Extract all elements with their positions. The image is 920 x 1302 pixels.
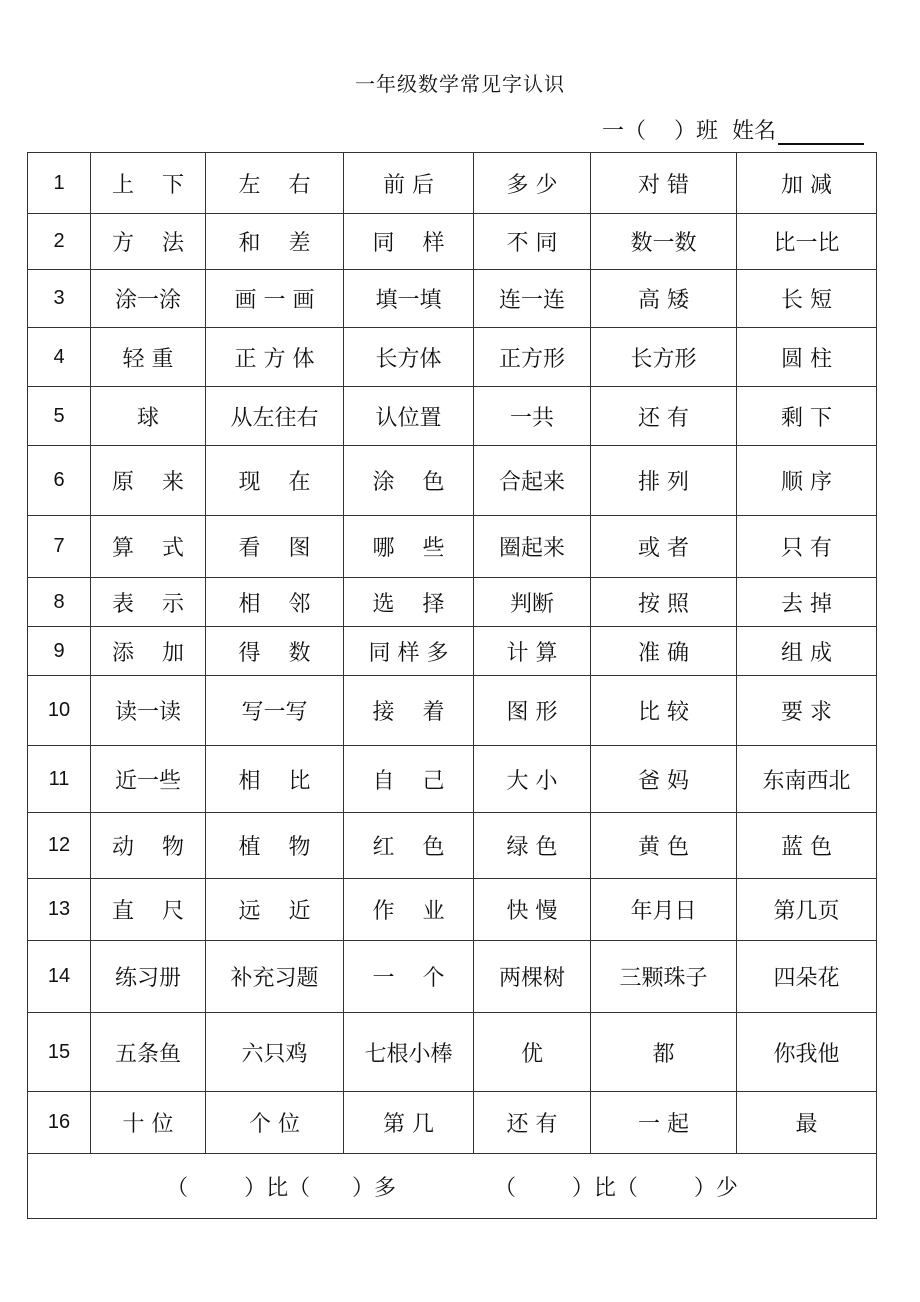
page-title: 一年级数学常见字认识 (355, 72, 565, 96)
table-row (28, 746, 877, 813)
vocab-cell: 得 数 (206, 627, 344, 676)
table-row (28, 1092, 877, 1154)
vocab-cell: 不 同 (474, 214, 591, 270)
row-number: 10 (28, 676, 91, 746)
vocab-cell: 只 有 (737, 516, 877, 578)
row-number: 4 (28, 328, 91, 387)
row-number: 1 (28, 153, 91, 214)
vocab-cell: 加 减 (737, 153, 877, 214)
vocab-cell: 要 求 (737, 676, 877, 746)
vocab-cell: 读一读 (91, 676, 206, 746)
vocab-cell: 前 后 (344, 153, 474, 214)
vocab-cell: 比 较 (591, 676, 737, 746)
vocab-cell: 相 邻 (206, 578, 344, 627)
vocab-cell: 接 着 (344, 676, 474, 746)
vocab-cell: 圈起来 (474, 516, 591, 578)
vocab-cell: 长方形 (591, 328, 737, 387)
vocab-cell: 去 掉 (737, 578, 877, 627)
table-row (28, 214, 877, 270)
vocab-cell: 长方体 (344, 328, 474, 387)
vocab-cell: 选 择 (344, 578, 474, 627)
vocab-cell: 蓝 色 (737, 813, 877, 879)
vocab-cell: 哪 些 (344, 516, 474, 578)
vocab-cell: 两棵树 (474, 941, 591, 1013)
vocab-cell: 一 个 (344, 941, 474, 1013)
vocab-cell: 年月日 (591, 879, 737, 941)
vocab-cell: 计 算 (474, 627, 591, 676)
vocab-cell: 看 图 (206, 516, 344, 578)
vocab-cell: 还 有 (474, 1092, 591, 1154)
vocab-cell: 连一连 (474, 270, 591, 328)
table-row (28, 627, 877, 676)
footer-row (28, 1154, 877, 1219)
vocab-cell: 第 几 (344, 1092, 474, 1154)
vocab-cell: 算 式 (91, 516, 206, 578)
vocab-cell: 绿 色 (474, 813, 591, 879)
vocab-cell: 近一些 (91, 746, 206, 813)
vocab-cell: 快 慢 (474, 879, 591, 941)
vocab-cell: 动 物 (91, 813, 206, 879)
vocab-cell: 远 近 (206, 879, 344, 941)
vocab-cell: 顺 序 (737, 446, 877, 516)
vocab-cell: 或 者 (591, 516, 737, 578)
row-number: 11 (28, 746, 91, 813)
table-row (28, 941, 877, 1013)
vocab-cell: 表 示 (91, 578, 206, 627)
row-number: 12 (28, 813, 91, 879)
vocab-table (27, 152, 877, 1219)
vocab-cell: 数一数 (591, 214, 737, 270)
row-number: 13 (28, 879, 91, 941)
vocab-cell: 自 己 (344, 746, 474, 813)
row-number: 15 (28, 1013, 91, 1092)
vocab-cell: 最 (737, 1092, 877, 1154)
vocab-cell: 同 样 (344, 214, 474, 270)
table-row (28, 387, 877, 446)
name-blank-field[interactable] (778, 121, 864, 145)
vocab-cell: 准 确 (591, 627, 737, 676)
vocab-cell: 多 少 (474, 153, 591, 214)
vocab-cell: 红 色 (344, 813, 474, 879)
vocab-cell: 六只鸡 (206, 1013, 344, 1092)
vocab-cell: 画 一 画 (206, 270, 344, 328)
vocab-cell: 十 位 (91, 1092, 206, 1154)
row-number: 6 (28, 446, 91, 516)
vocab-cell: 组 成 (737, 627, 877, 676)
vocab-cell: 合起来 (474, 446, 591, 516)
vocab-cell: 排 列 (591, 446, 737, 516)
vocab-cell: 上 下 (91, 153, 206, 214)
vocab-cell: 你我他 (737, 1013, 877, 1092)
vocab-cell: 四朵花 (737, 941, 877, 1013)
vocab-cell: 第几页 (737, 879, 877, 941)
vocab-cell: 涂 色 (344, 446, 474, 516)
vocab-cell: 球 (91, 387, 206, 446)
table-row (28, 676, 877, 746)
table-row (28, 578, 877, 627)
row-number: 14 (28, 941, 91, 1013)
table-row (28, 446, 877, 516)
table-row (28, 813, 877, 879)
vocab-cell: 认位置 (344, 387, 474, 446)
vocab-cell: 长 短 (737, 270, 877, 328)
vocab-cell: 填一填 (344, 270, 474, 328)
table-row (28, 1013, 877, 1092)
row-number: 2 (28, 214, 91, 270)
vocab-cell: 从左往右 (206, 387, 344, 446)
row-number: 16 (28, 1092, 91, 1154)
vocab-cell: 正方形 (474, 328, 591, 387)
comparison-prompt: （ ）比（ ）多 （ ）比（ ）少 (28, 1154, 877, 1219)
vocab-cell: 作 业 (344, 879, 474, 941)
vocab-cell: 对 错 (591, 153, 737, 214)
table-row (28, 516, 877, 578)
class-name-line (602, 114, 864, 145)
vocab-cell: 高 矮 (591, 270, 737, 328)
vocab-cell: 直 尺 (91, 879, 206, 941)
vocab-cell: 一共 (474, 387, 591, 446)
vocab-cell: 同 样 多 (344, 627, 474, 676)
vocab-cell: 黄 色 (591, 813, 737, 879)
vocab-cell: 涂一涂 (91, 270, 206, 328)
vocab-cell: 方 法 (91, 214, 206, 270)
row-number: 3 (28, 270, 91, 328)
vocab-cell: 写一写 (206, 676, 344, 746)
vocab-cell: 左 右 (206, 153, 344, 214)
vocab-cell: 五条鱼 (91, 1013, 206, 1092)
vocab-cell: 按 照 (591, 578, 737, 627)
vocab-cell: 现 在 (206, 446, 344, 516)
vocab-cell: 东南西北 (737, 746, 877, 813)
table-row (28, 879, 877, 941)
vocab-cell: 相 比 (206, 746, 344, 813)
table-row (28, 328, 877, 387)
class-name-label: 一（ ）班 姓名 (602, 119, 776, 144)
vocab-cell: 比一比 (737, 214, 877, 270)
vocab-cell: 圆 柱 (737, 328, 877, 387)
vocab-cell: 剩 下 (737, 387, 877, 446)
row-number: 7 (28, 516, 91, 578)
table-row (28, 153, 877, 214)
row-number: 9 (28, 627, 91, 676)
vocab-cell: 大 小 (474, 746, 591, 813)
vocab-cell: 三颗珠子 (591, 941, 737, 1013)
row-number: 5 (28, 387, 91, 446)
vocab-cell: 都 (591, 1013, 737, 1092)
vocab-cell: 原 来 (91, 446, 206, 516)
vocab-cell: 判断 (474, 578, 591, 627)
vocab-cell: 七根小棒 (344, 1013, 474, 1092)
vocab-cell: 补充习题 (206, 941, 344, 1013)
vocab-cell: 一 起 (591, 1092, 737, 1154)
vocab-cell: 和 差 (206, 214, 344, 270)
vocab-cell: 个 位 (206, 1092, 344, 1154)
vocab-cell: 爸 妈 (591, 746, 737, 813)
vocab-cell: 图 形 (474, 676, 591, 746)
vocab-cell: 练习册 (91, 941, 206, 1013)
vocab-cell: 植 物 (206, 813, 344, 879)
vocab-cell: 添 加 (91, 627, 206, 676)
vocab-cell: 正 方 体 (206, 328, 344, 387)
row-number: 8 (28, 578, 91, 627)
vocab-cell: 轻 重 (91, 328, 206, 387)
table-row (28, 270, 877, 328)
vocab-cell: 还 有 (591, 387, 737, 446)
vocab-cell: 优 (474, 1013, 591, 1092)
